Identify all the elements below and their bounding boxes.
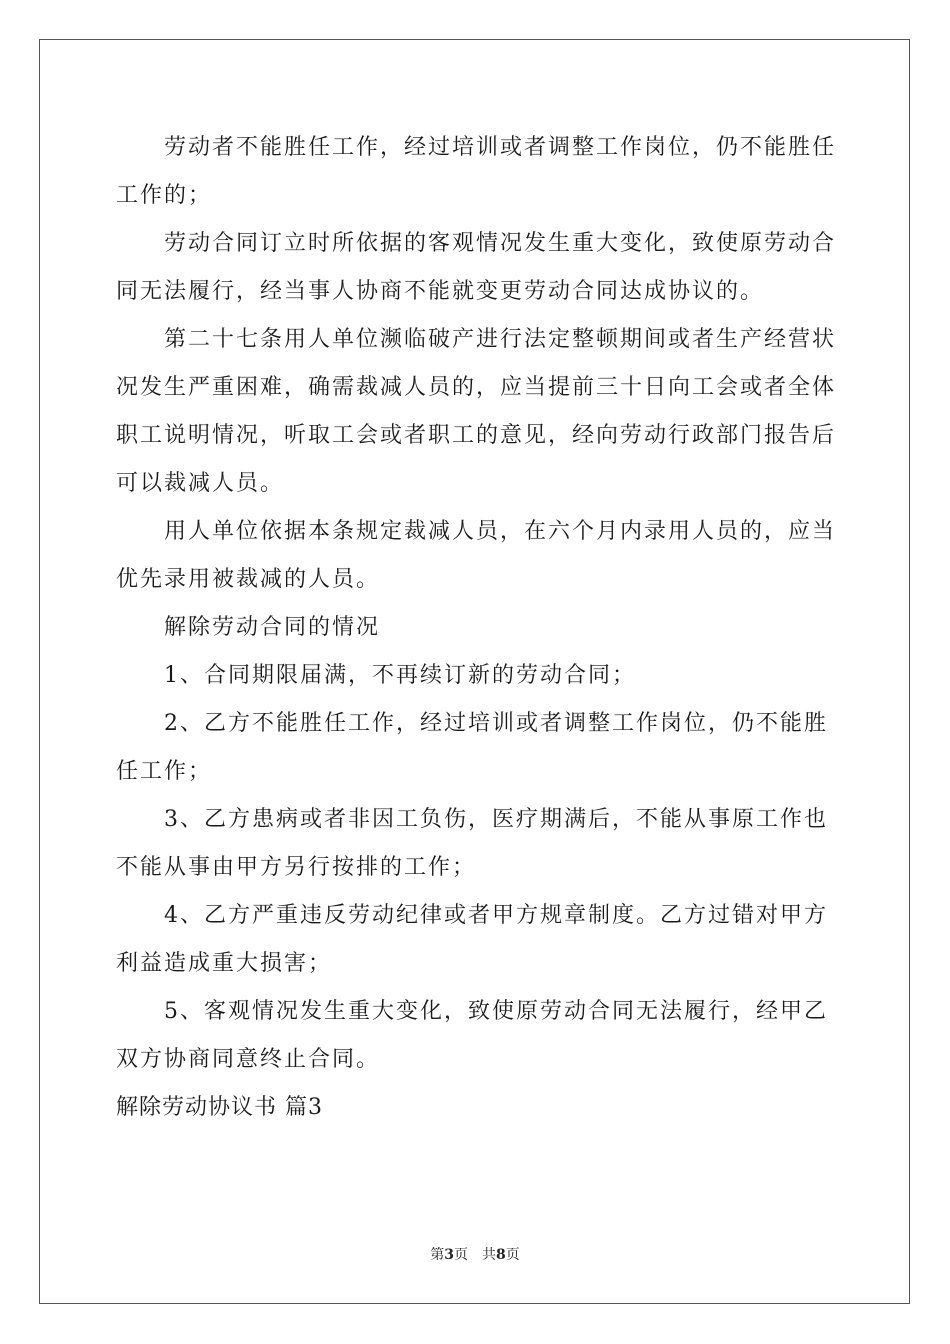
paragraph-2: 劳动合同订立时所依据的客观情况发生重大变化，致使原劳动合同无法履行，经当事人协商不能就变更劳动合同达成协议的。: [116, 231, 837, 304]
paragraph-7: 2、乙方不能胜任工作，经过培训或者调整工作岗位，仍不能胜任工作；: [116, 711, 828, 784]
section-heading: 解除劳动协议书 篇3: [116, 1095, 323, 1120]
paragraph-8: 3、乙方患病或者非因工负伤，医疗期满后，不能从事原工作也不能从事由甲方另行按排的工作；: [116, 807, 828, 880]
paragraph-10: 5、客观情况发生重大变化，致使原劳动合同无法履行，经甲乙双方协商同意终止合同。: [116, 999, 828, 1072]
document-body: [116, 124, 836, 1132]
footer-page-unit: 页: [454, 1247, 468, 1263]
page-footer: [0, 1244, 950, 1264]
paragraph-3: 第二十七条用人单位濒临破产进行法定整顿期间或者生产经营状况发生严重困难，确需裁减人员的，应当提前三十日向工会或者全体职工说明情况，听取工会或者职工的意见，经向劳动行政部门报告后可以裁减人员。: [116, 327, 837, 496]
footer-total-unit: 页: [505, 1247, 520, 1263]
footer-total-prefix: 共: [482, 1247, 496, 1263]
paragraph-6: 1、合同期限届满，不再续订新的劳动合同；: [164, 663, 636, 688]
paragraph-5: 解除劳动合同的情况: [164, 615, 381, 640]
paragraph-1: 劳动者不能胜任工作，经过培训或者调整工作岗位，仍不能胜任工作的；: [116, 135, 837, 208]
footer-prefix: 第: [430, 1247, 445, 1263]
paragraph-4: 用人单位依据本条规定裁减人员，在六个月内录用人员的，应当优先录用被裁减的人员。: [116, 519, 837, 592]
paragraph-9: 4、乙方严重违反劳动纪律或者甲方规章制度。乙方过错对甲方利益造成重大损害；: [116, 903, 828, 976]
footer-current-page: 3: [444, 1247, 454, 1263]
footer-total-pages: 8: [496, 1247, 506, 1263]
